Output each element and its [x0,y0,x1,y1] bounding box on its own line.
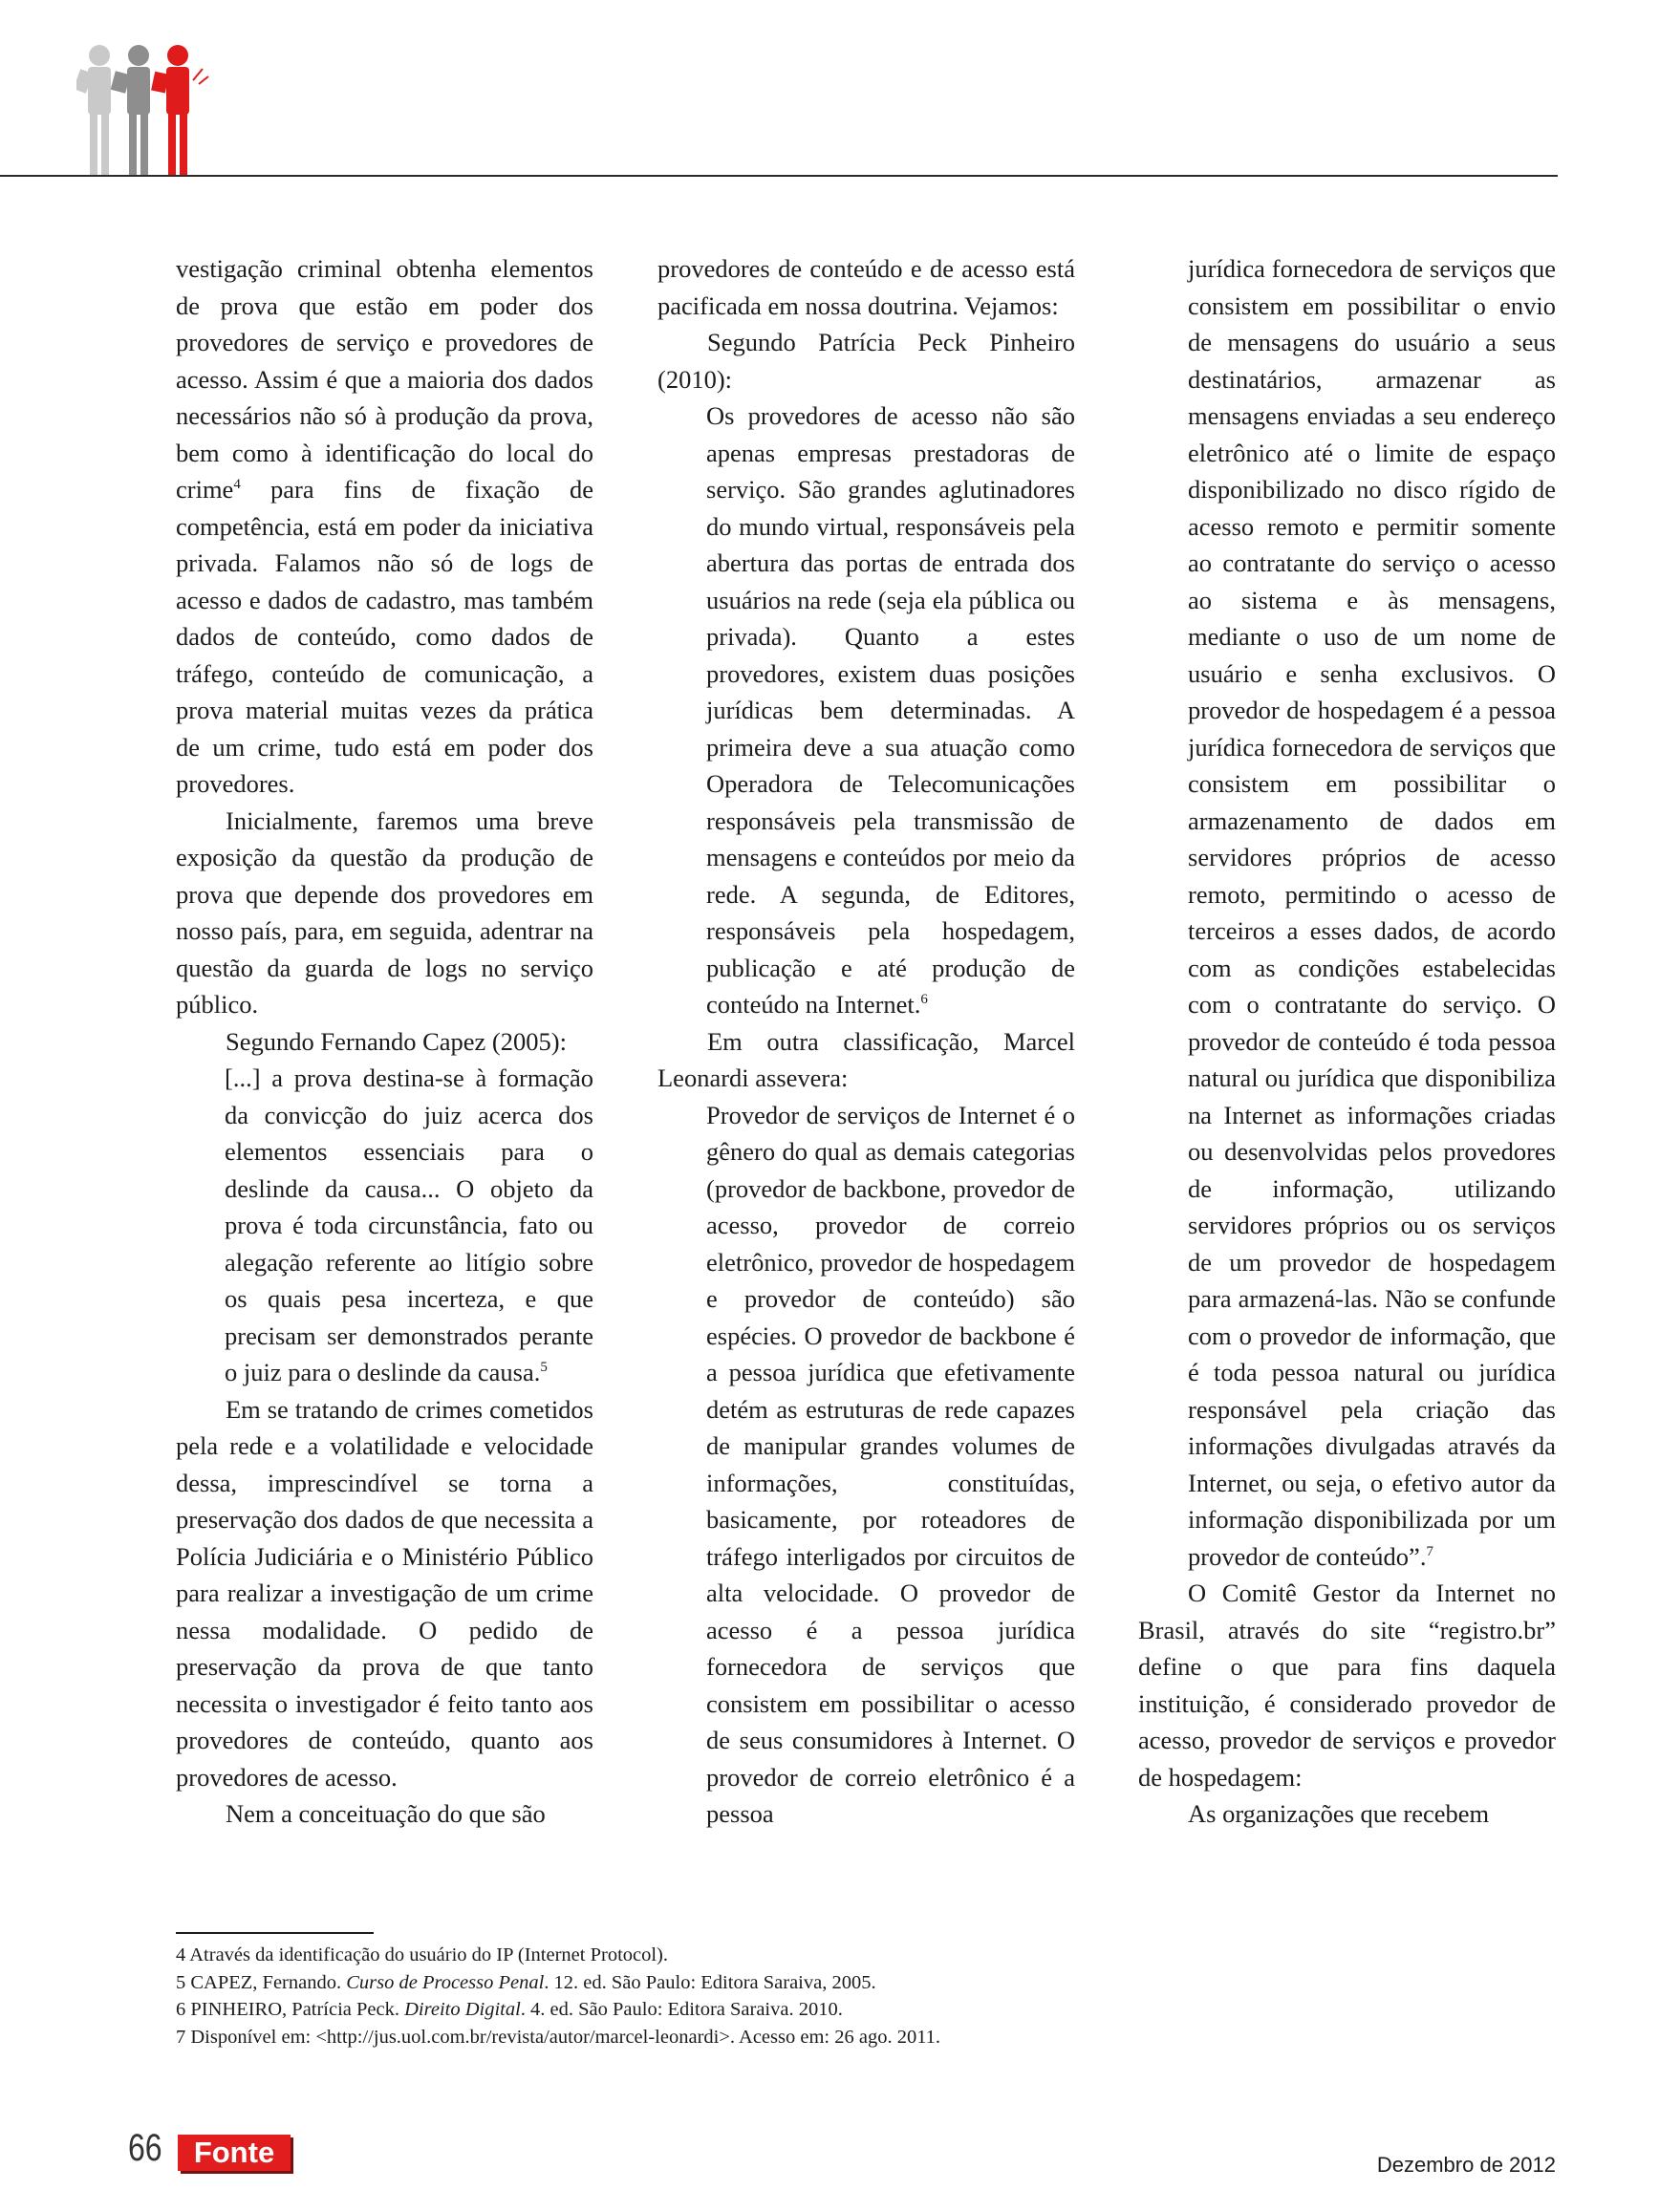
paragraph: O Comitê Gestor da Internet no Brasil, através do site “registro.br” define o que para fins daquela instituição, é considerado provedor de acesso, provedor de serviços e provedor de hospedagem: [1138,1578,1556,1792]
footnote-item: 5 CAPEZ, Fernando. Curso de Processo Penal. 12. ed. São Paulo: Editora Saraiva, 2005. [176,1971,876,1993]
text-column-1 [176,250,593,1833]
paragraph: Em se tratando de crimes cometidos pela rede e a volatilidade e velocidade dessa, imprescindível se torna a preservação dos dados de que necessita a Polícia Judiciária e o Ministério Público para realizar a investigação de um crime nessa modalidade. O pedido de preservação da prova de que tanto necessita o investigador é feito tanto aos provedores de conteúdo, quanto aos provedores de acesso. [176,1394,593,1792]
footnotes [176,1942,1131,2051]
issue-date: Dezembro de 2012 [1376,2153,1556,2177]
footnote-rule [176,1932,374,1934]
block-quote: [...] a prova destina-se à formação da convicção do juiz acerca dos elementos essenciais para o deslinde da causa... O objeto da prova é toda circunstância, fato ou alegação referente ao litígio sobre os quais pesa incerteza, e que precisam ser demonstrados perante o juiz para o deslinde da causa.$^5$ [225,1063,593,1386]
block-quote: Os provedores de acesso não são apenas empresas prestadoras de serviço. São grandes aglutinadores do mundo virtual, responsáveis pela abertura das portas de entrada dos usuários na rede (seja ela pública ou privada). Quanto a estes provedores, existem duas posições jurídicas bem determinadas. A primeira deve a sua atuação como Operadora de Telecomunicações responsáveis pela transmissão de mensagens e conteúdos por meio da rede. A segunda, de Editores, responsáveis pela hospedagem, publicação e até produção de conteúdo na Internet.$^6$ [706,401,1075,1019]
brand-logo: Fonte [178,2135,291,2171]
paragraph: Em outra classificação, Marcel Leonardi assevera: [657,1026,1075,1092]
paragraph: Segundo Patrícia Peck Pinheiro (2010): [657,328,1075,394]
paragraph: Nem a conceituação do que são [226,1799,546,1828]
footnote-item: 4 Através da identificação do usuário do IP (Internet Protocol). [176,1944,669,1965]
text-column-2 [657,250,1075,1833]
footnote-ref: 6 [920,992,928,1008]
footnote-item: 7 Disponível em: <http://jus.uol.com.br/revista/autor/marcel-leonardi>. Acesso em: 26 ago. 2011. [176,2026,941,2048]
text-column-3 [1138,250,1556,1833]
footnote-ref: 4 [233,477,241,493]
paragraph: As organizações que recebem [1188,1799,1490,1828]
people-logo-icon [76,42,220,178]
block-quote: Provedor de serviços de Internet é o gênero do qual as demais categorias (provedor de backbone, provedor de acesso, provedor de correio eletrônico, provedor de hospedagem e provedor de conteúdo) são espécies. O provedor de backbone é a pessoa jurídica que efetivamente detém as estruturas de rede capazes de manipular grandes volumes de informações, constituídas, basicamente, por roteadores de tráfego interligados por circuitos de alta velocidade. O provedor de acesso é a pessoa jurídica fornecedora de serviços que consistem em possibilitar o acesso de seus consumidores à Internet. O provedor de correio eletrônico é a pessoa [706,1100,1075,1828]
paragraph: Segundo Fernando Capez (2005): [226,1026,567,1056]
header-rule [0,175,1558,177]
footnote-ref: 7 [1426,1543,1433,1559]
paragraph: Inicialmente, faremos uma breve exposição da questão da produção de prova que depende dos provedores em nosso país, para, em seguida, adentrar na questão da guarda de logs no serviço público. [176,805,593,1019]
paragraph: vestigação criminal obtenha elementos de prova que estão em poder dos provedores de serviço e provedores de acesso. Assim é que a maioria dos dados necessários não só à produção da prova, bem como à identificação do local do crime$^4$ para fins de fixação de competência, está em poder da iniciativa privada. Falamos não só de logs de acesso e dados de cadastro, mas também dados de conteúdo, como dados de tráfego, conteúdo de comunicação, a prova material muitas vezes da prática de um crime, tudo está em poder dos provedores. [176,254,593,798]
footnote-item: 6 PINHEIRO, Patrícia Peck. Direito Digital. 4. ed. São Paulo: Editora Saraiva. 2010. [176,1999,843,2020]
page-number: 66 [128,2127,162,2169]
paragraph: provedores de conteúdo e de acesso está pacificada em nossa doutrina. Vejamos: [657,254,1075,320]
footnote-ref: 5 [540,1360,548,1376]
block-quote: jurídica fornecedora de serviços que consistem em possibilitar o envio de mensagens do usuário a seus destinatários, armazenar as mensagens enviadas a seu endereço eletrônico até o limite de espaço disponibilizado no disco rígido de acesso remoto e permitir somente ao contratante do serviço o acesso ao sistema e às mensagens, mediante o uso de um nome de usuário e senha exclusivos. O provedor de hospedagem é a pessoa jurídica fornecedora de serviços que consistem em possibilitar o armazenamento de dados em servidores próprios de acesso remoto, permitindo o acesso de terceiros a esses dados, de acordo com as condições estabelecidas com o contratante do serviço. O provedor de conteúdo é toda pessoa natural ou jurídica que disponibiliza na Internet as informações criadas ou desenvolvidas pelos provedores de informação, utilizando servidores próprios ou os serviços de um provedor de hospedagem para armazená-las. Não se confunde com o provedor de informação, que é toda pessoa natural ou jurídica responsável pela criação das informações divulgadas através da Internet, ou seja, o efetivo autor da informação disponibilizada por um provedor de conteúdo”.$^7$ [1188,254,1556,1571]
